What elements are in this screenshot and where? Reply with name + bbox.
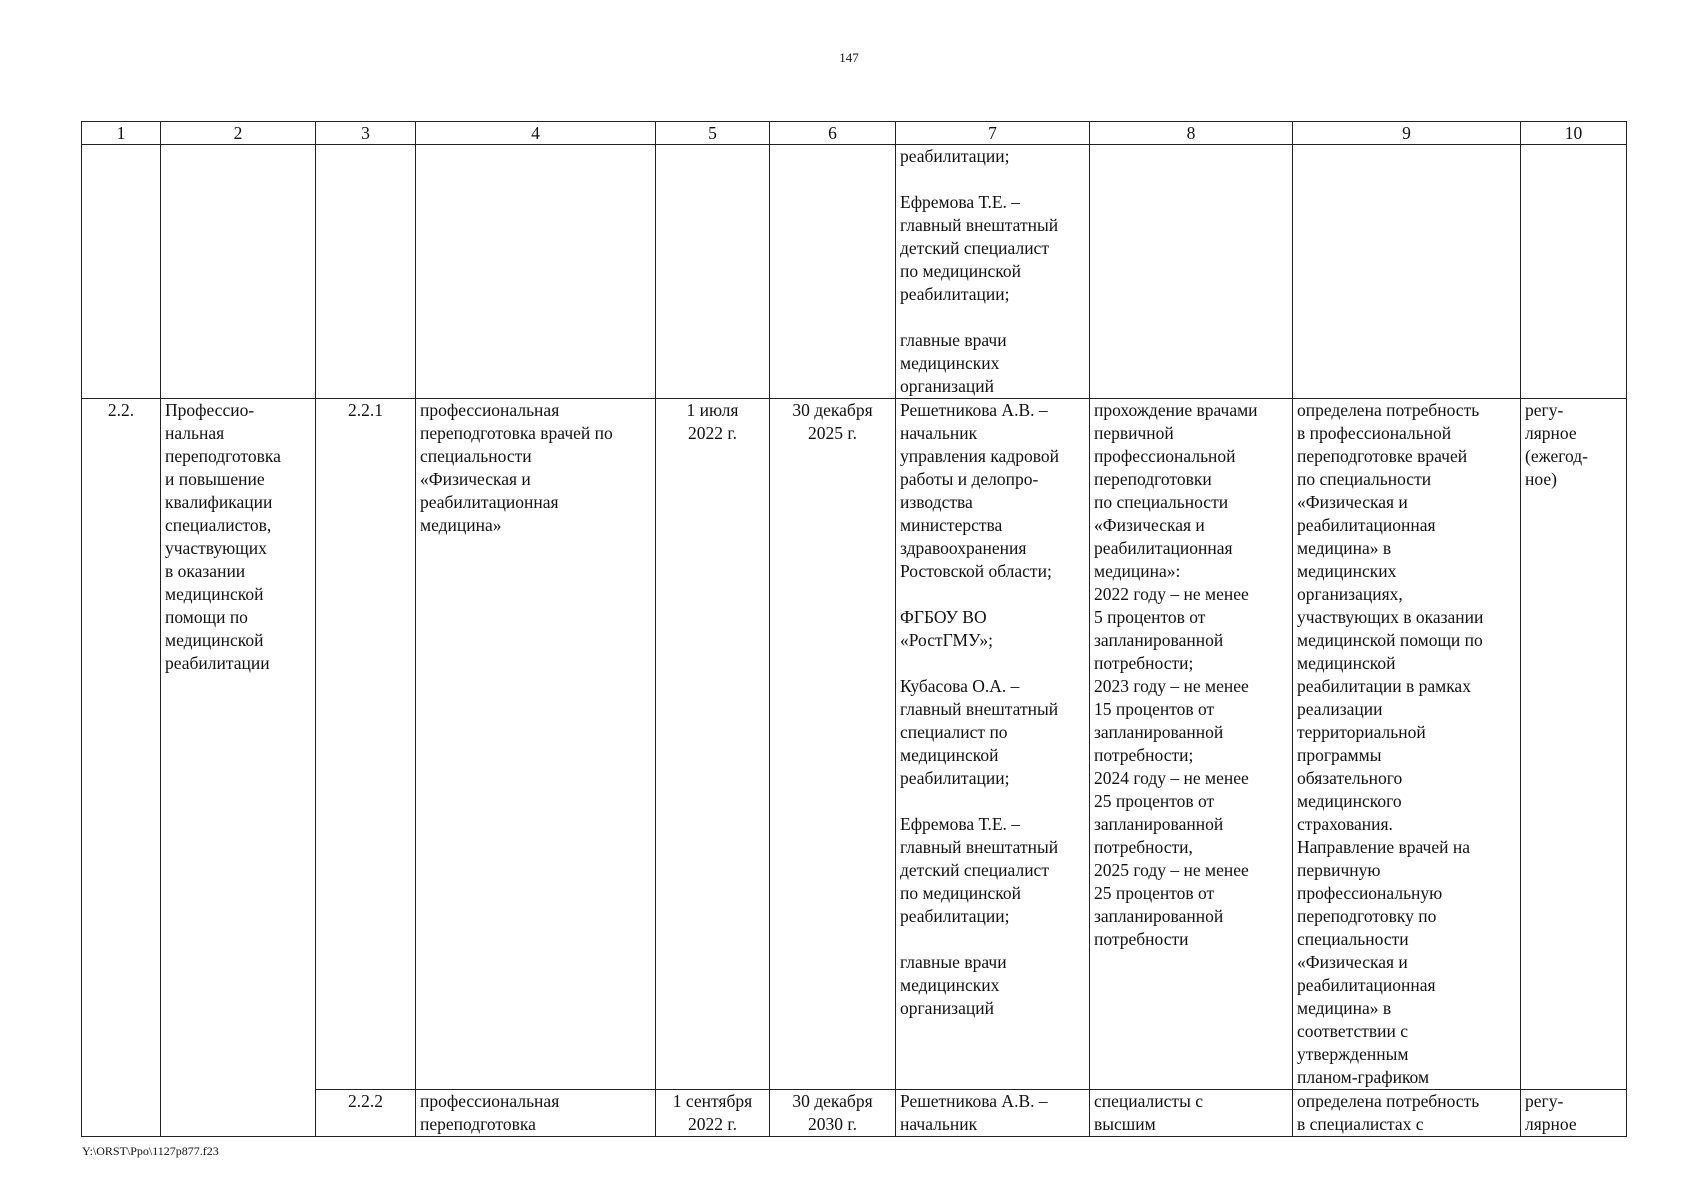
column-number: 9 [1293,122,1521,145]
item-number: 2.2.2 [316,1090,416,1137]
column-number: 1 [82,122,161,145]
table-cell [1521,145,1627,399]
page-number: 147 [839,50,859,65]
section-number: 2.2. [82,399,161,1137]
column-number: 3 [316,122,416,145]
periodicity-cell: регу- лярное (ежегод- ное) [1521,399,1627,1090]
column-number: 5 [656,122,770,145]
column-number: 8 [1090,122,1293,145]
table-cell [416,145,656,399]
column-number-row [82,122,1627,145]
table-cell [161,145,316,399]
responsible-cell: реабилитации; Ефремова Т.Е. – главный внештатный детский специалист по медицинской реабилитации; главные врачи медицинских организаций [896,145,1090,399]
column-number: 7 [896,122,1090,145]
table-row [82,399,1627,1090]
table-cell [1293,145,1521,399]
table-cell [1090,145,1293,399]
start-date: 1 июля 2022 г. [656,399,770,1090]
table-cell [316,145,416,399]
result-cell: определена потребность в профессиональной переподготовке врачей по специальности «Физическая и реабилитационная медицина» в медицинских организациях, участвующих в оказании медицинской помощи по медицинской реабилитации в рамках реализации территориальной программы обязательного медицинского страхования. Направление врачей на первичную профессиональную переподготовку по специальности «Физическая и реабилитационная медицина» в соответствии с утвержденным планом-графиком [1293,399,1521,1090]
column-number: 6 [770,122,896,145]
periodicity-cell: регу- лярное [1521,1090,1627,1137]
start-date: 1 сентября 2022 г. [656,1090,770,1137]
event-cell: профессиональная переподготовка [416,1090,656,1137]
responsible-cell: Решетникова А.В. – начальник [896,1090,1090,1137]
table-cell [656,145,770,399]
section-title: Профессио- нальная переподготовка и повышение квалификации специалистов, участвующих в оказании медицинской помощи по медицинской реабилитации [161,399,316,1137]
table-row [82,145,1627,399]
column-number: 10 [1521,122,1627,145]
table-cell [770,145,896,399]
column-number: 4 [416,122,656,145]
activities-table [81,121,1627,1137]
responsible-cell: Решетникова А.В. – начальник управления кадровой работы и делопро- изводства министерства здравоохранения Ростовской области; ФГБОУ ВО «РостГМУ»; Кубасова О.А. – главный внештатный специалист по медицинской реабилитации; Ефремова Т.Е. – главный внештатный детский специалист по медицинской реабилитации; главные врачи медицинских организаций [896,399,1090,1090]
column-number: 2 [161,122,316,145]
footer-file-path: Y:\ORST\Ppo\1127p877.f23 [82,1144,219,1158]
indicator-cell: специалисты с высшим [1090,1090,1293,1137]
item-number: 2.2.1 [316,399,416,1090]
end-date: 30 декабря 2030 г. [770,1090,896,1137]
end-date: 30 декабря 2025 г. [770,399,896,1090]
event-cell: профессиональная переподготовка врачей по специальности «Физическая и реабилитационная медицина» [416,399,656,1090]
indicator-cell: прохождение врачами первичной профессиональной переподготовки по специальности «Физическая и реабилитационная медицина»: 2022 году – не менее 5 процентов от запланированной потребности; 2023 году – не менее 15 процентов от запланированной потребности; 2024 году – не менее 25 процентов от запланированной потребности, 2025 году – не менее 25 процентов от запланированной потребности [1090,399,1293,1090]
result-cell: определена потребность в специалистах с [1293,1090,1521,1137]
table-cell [82,145,161,399]
